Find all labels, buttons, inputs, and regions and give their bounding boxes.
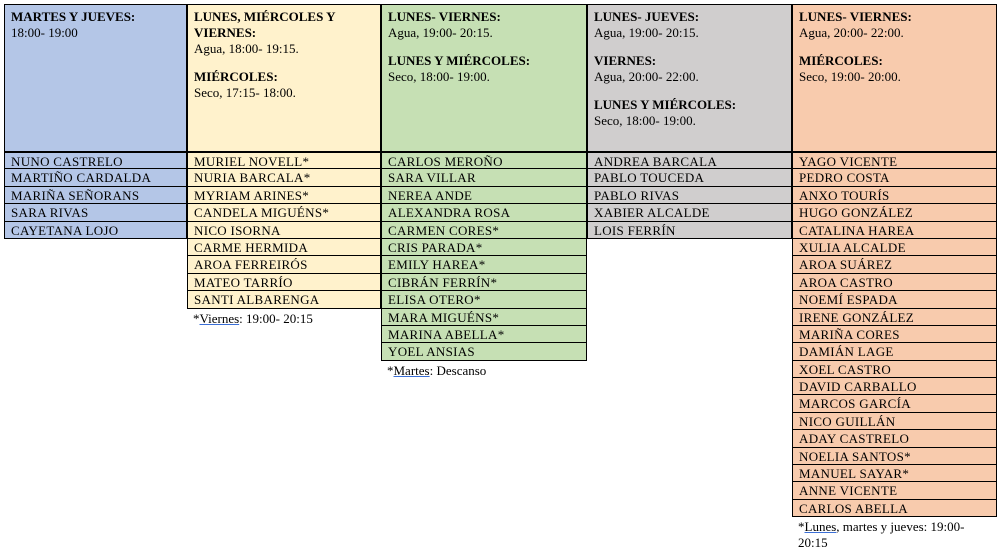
schedule-time: Agua, 20:00- 22:00. [799, 25, 904, 40]
footnote-text: : Descanso [429, 362, 487, 378]
spacer [194, 57, 374, 69]
group-column-2 [187, 4, 381, 327]
spacer [594, 85, 785, 97]
spacer [388, 41, 580, 53]
schedule-time: Agua, 19:00- 20:15. [388, 25, 493, 40]
schedule-header [587, 4, 792, 152]
name-row: AROA FERREIRÓS [187, 256, 381, 273]
name-row: CRIS PARADA* [381, 239, 587, 256]
name-row: XABIER ALCALDE [587, 204, 792, 221]
name-row: MANUEL SAYAR* [792, 465, 997, 482]
name-row: CATALINA HAREA [792, 222, 997, 239]
schedule-time: Seco, 17:15- 18:00. [194, 85, 296, 100]
name-row: NURIA BARCALA* [187, 169, 381, 186]
name-row: NOELIA SANTOS* [792, 448, 997, 465]
name-list [4, 152, 187, 239]
name-row: ANDREA BARCALA [587, 152, 792, 169]
name-row: NICO GUILLÁN [792, 413, 997, 430]
schedule-days: LUNES- VIERNES: [799, 9, 912, 24]
name-row: AROA SUÁREZ [792, 256, 997, 273]
schedule-days: LUNES- VIERNES: [388, 9, 501, 24]
footnote [381, 363, 587, 379]
name-row: MARIÑA SEÑORANS [4, 187, 187, 204]
name-row: MATEO TARRÍO [187, 274, 381, 291]
name-row: IRENE GONZÁLEZ [792, 309, 997, 326]
spacer [799, 41, 990, 53]
name-row: MARTIÑO CARDALDA [4, 169, 187, 186]
name-row: CARLOS ABELLA [792, 500, 997, 517]
schedule-days: MARTES Y JUEVES: [11, 9, 136, 24]
schedule-header [381, 4, 587, 152]
schedule-time: Seco, 18:00- 19:00. [388, 69, 490, 84]
name-row: ALEXANDRA ROSA [381, 204, 587, 221]
footnote [187, 311, 381, 327]
schedule-days: LUNES Y MIÉRCOLES: [388, 53, 531, 68]
footnote-mark: * [387, 362, 394, 378]
schedule-time: Agua, 18:00- 19:15. [194, 41, 299, 56]
name-list [792, 152, 997, 517]
name-row: NOEMÍ ESPADA [792, 291, 997, 308]
name-row: NICO ISORNA [187, 222, 381, 239]
name-list [587, 152, 792, 239]
schedule-days: LUNES, MIÉRCOLES Y [194, 9, 336, 24]
name-row: SANTI ALBARENGA [187, 291, 381, 308]
schedule-days: MIÉRCOLES: [194, 69, 278, 84]
name-row: MARA MIGUÉNS* [381, 309, 587, 326]
name-row: DAMIÁN LAGE [792, 343, 997, 360]
name-row: SARA RIVAS [4, 204, 187, 221]
name-row: AROA CASTRO [792, 274, 997, 291]
schedule-days: LUNES- JUEVES: [594, 9, 700, 24]
schedule-header [4, 4, 187, 152]
name-row: PABLO TOUCEDA [587, 169, 792, 186]
name-row: MARINA ABELLA* [381, 326, 587, 343]
schedule-time: 18:00- 19:00 [11, 25, 78, 40]
name-row: ELISA OTERO* [381, 291, 587, 308]
schedule-header [187, 4, 381, 152]
group-column-5 [792, 4, 997, 551]
footnote-day: Lunes [804, 519, 837, 535]
footnote-text: , martes y jueves: 19:00- 20:15 [798, 519, 965, 551]
name-row: NEREA ANDE [381, 187, 587, 204]
footnote-day: Martes [393, 362, 430, 378]
name-list [187, 152, 381, 309]
group-column-1 [4, 4, 187, 239]
name-row: CARMEN CORES* [381, 222, 587, 239]
footnote-mark: * [798, 519, 805, 535]
spacer [594, 41, 785, 53]
footnote-text: : 19:00- 20:15 [239, 310, 313, 326]
group-column-4 [587, 4, 792, 239]
name-row: XULIA ALCALDE [792, 239, 997, 256]
name-row: CIBRÁN FERRÍN* [381, 274, 587, 291]
name-row: XOEL CASTRO [792, 361, 997, 378]
name-row: HUGO GONZÁLEZ [792, 204, 997, 221]
name-row: CARLOS MEROÑO [381, 152, 587, 169]
name-row: YAGO VICENTE [792, 152, 997, 169]
name-row: EMILY HAREA* [381, 256, 587, 273]
footnote-day: Viernes [199, 310, 240, 326]
name-row: PEDRO COSTA [792, 169, 997, 186]
name-row: NUNO CASTRELO [4, 152, 187, 169]
name-row: ANXO TOURÍS [792, 187, 997, 204]
schedule-time: Seco, 19:00- 20:00. [799, 69, 901, 84]
schedule-days: VIERNES: [194, 25, 257, 40]
name-row: MURIEL NOVELL* [187, 152, 381, 169]
name-row: DAVID CARBALLO [792, 378, 997, 395]
name-row: PABLO RIVAS [587, 187, 792, 204]
footnote [792, 519, 997, 551]
schedule-header [792, 4, 997, 152]
name-list [381, 152, 587, 361]
name-row: CAYETANA LOJO [4, 222, 187, 239]
schedule-time: Agua, 19:00- 20:15. [594, 25, 699, 40]
name-row: LOIS FERRÍN [587, 222, 792, 239]
name-row: ANNE VICENTE [792, 482, 997, 499]
group-column-3 [381, 4, 587, 379]
schedule-time: Agua, 20:00- 22:00. [594, 69, 699, 84]
name-row: CARME HERMIDA [187, 239, 381, 256]
footnote-mark: * [193, 310, 200, 326]
name-row: YOEL ANSIAS [381, 343, 587, 360]
schedule-days: VIERNES: [594, 53, 657, 68]
schedule-days: LUNES Y MIÉRCOLES: [594, 97, 737, 112]
name-row: MARIÑA CORES [792, 326, 997, 343]
name-row: SARA VILLAR [381, 169, 587, 186]
name-row: MYRIAM ARINES* [187, 187, 381, 204]
name-row: MARCOS GARCÍA [792, 395, 997, 412]
schedule-time: Seco, 18:00- 19:00. [594, 113, 696, 128]
name-row: ADAY CASTRELO [792, 430, 997, 447]
name-row: CANDELA MIGUÉNS* [187, 204, 381, 221]
schedule-days: MIÉRCOLES: [799, 53, 883, 68]
